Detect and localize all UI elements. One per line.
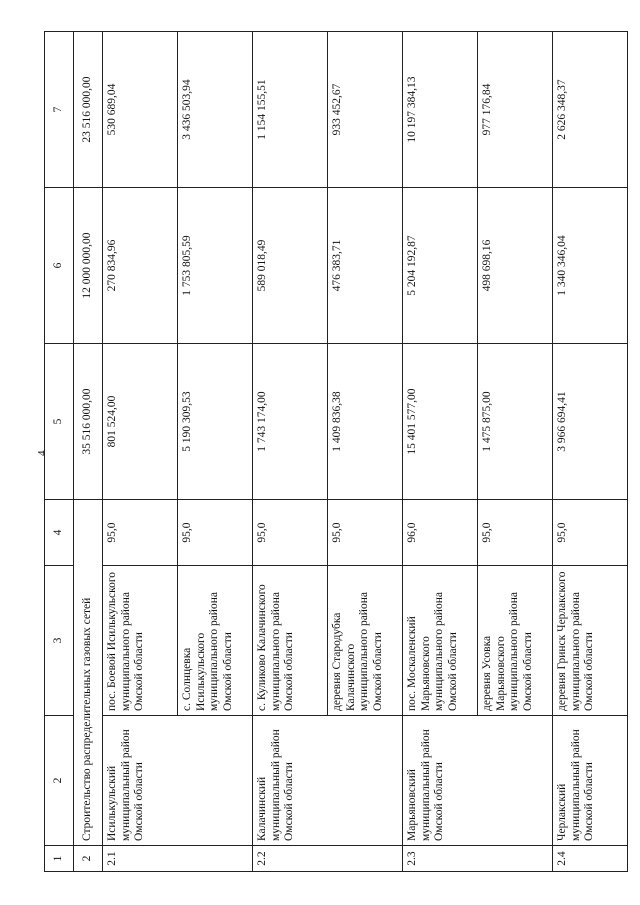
amount-col7: 1 154 155,51 (253, 32, 328, 188)
settlement-name: деревня Стародубка Калачинского муниципального района Омской области (328, 566, 403, 716)
settlement-name: пос. Москаленский Марьяновского муниципального района Омской области (403, 566, 478, 716)
settlement-name: деревня Усовка Марьяновского муниципального района Омской области (478, 566, 553, 716)
group-number: 2.4 (553, 846, 628, 872)
table-row (103, 32, 178, 872)
amount-col6: 589 018,49 (253, 188, 328, 344)
gas-network-table (44, 31, 628, 872)
district-name: Исилькульский муниципальный район Омской области (103, 716, 253, 846)
settlement-name: с. Солнцевка Исилькульского муниципального района Омской области (178, 566, 253, 716)
settlement-name: с. Куликово Калачинского муниципального района Омской области (253, 566, 328, 716)
page-number: 4 (36, 450, 48, 456)
district-name: Черлакский муниципальный район Омской области (553, 716, 628, 846)
amount-col5: 1 409 836,38 (328, 344, 403, 500)
settlement-name: деревня Гринск Черлакского муниципального района Омской области (553, 566, 628, 716)
section-row (74, 32, 103, 872)
amount-col7: 530 689,04 (103, 32, 178, 188)
percent-value: 95,0 (478, 500, 553, 566)
percent-value: 95,0 (178, 500, 253, 566)
group-number: 2.2 (253, 846, 403, 872)
section-number: 2 (74, 846, 103, 872)
percent-value: 95,0 (103, 500, 178, 566)
section-col7: 23 516 000,00 (74, 32, 103, 188)
amount-col7: 977 176,84 (478, 32, 553, 188)
group-number: 2.3 (403, 846, 553, 872)
column-number: 7 (45, 32, 74, 188)
column-number: 3 (45, 566, 74, 716)
column-number: 5 (45, 344, 74, 500)
amount-col5: 801 524,00 (103, 344, 178, 500)
rotated-page (44, 32, 604, 872)
amount-col7: 2 626 348,37 (553, 32, 628, 188)
district-name: Марьяновский муниципальный район Омской области (403, 716, 553, 846)
column-number: 1 (45, 846, 74, 872)
amount-col5: 3 966 694,41 (553, 344, 628, 500)
amount-col5: 15 401 577,00 (403, 344, 478, 500)
column-number: 6 (45, 188, 74, 344)
amount-col5: 1 743 174,00 (253, 344, 328, 500)
amount-col7: 933 452,67 (328, 32, 403, 188)
amount-col5: 1 475 875,00 (478, 344, 553, 500)
amount-col6: 270 834,96 (103, 188, 178, 344)
amount-col6: 498 698,16 (478, 188, 553, 344)
amount-col7: 3 436 503,94 (178, 32, 253, 188)
section-col5: 35 516 000,00 (74, 344, 103, 500)
percent-value: 95,0 (253, 500, 328, 566)
table-row (253, 32, 328, 872)
section-col6: 12 000 000,00 (74, 188, 103, 344)
amount-col5: 5 190 309,53 (178, 344, 253, 500)
table-row (403, 32, 478, 872)
percent-value: 95,0 (328, 500, 403, 566)
amount-col6: 1 340 346,04 (553, 188, 628, 344)
column-number-row (45, 32, 74, 872)
percent-value: 96,0 (403, 500, 478, 566)
amount-col6: 1 753 805,59 (178, 188, 253, 344)
section-title: Строительство распределительных газовых сетей (74, 500, 103, 846)
settlement-name: пос. Боевой Исилькульского муниципального района Омской области (103, 566, 178, 716)
percent-value: 95,0 (553, 500, 628, 566)
column-number: 4 (45, 500, 74, 566)
district-name: Калачинский муниципальный район Омской области (253, 716, 403, 846)
amount-col7: 10 197 384,13 (403, 32, 478, 188)
group-number: 2.1 (103, 846, 253, 872)
amount-col6: 5 204 192,87 (403, 188, 478, 344)
table-row (553, 32, 628, 872)
amount-col6: 476 383,71 (328, 188, 403, 344)
column-number: 2 (45, 716, 74, 846)
